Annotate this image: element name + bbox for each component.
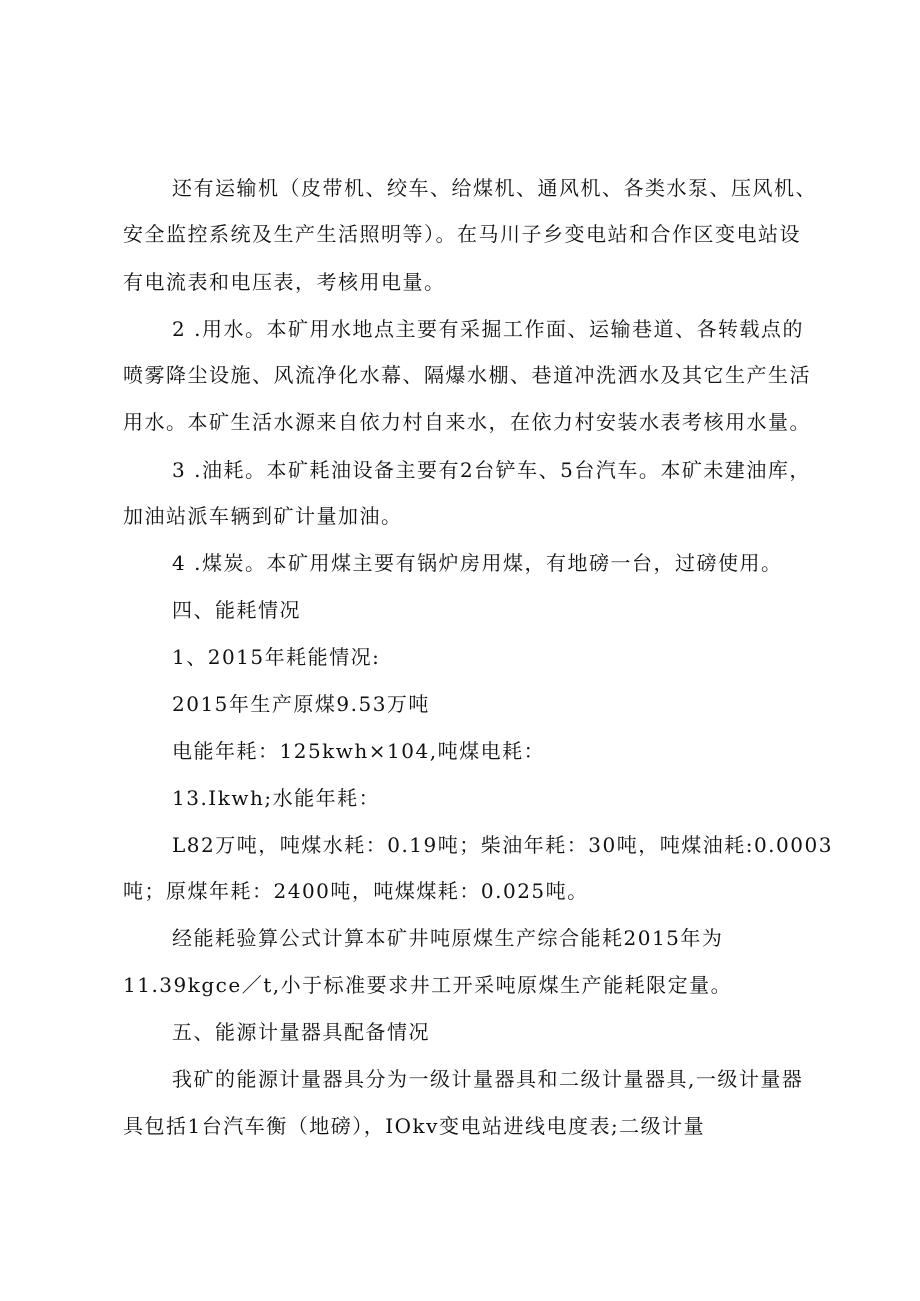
text-line: 我矿的能源计量器具分为一级计量器具和二级计量器具,一级计量器 — [172, 1067, 804, 1091]
text-line: 1、2015年耗能情况: — [172, 645, 381, 669]
text-line: 3 .油耗。本矿耗油设备主要有2台铲车、5台汽车。本矿未建油库， — [172, 458, 811, 482]
text-line: 具包括1台汽车衡（地磅），IOkv变电站进线电度表;二级计量 — [123, 1114, 706, 1138]
text-line: 喷雾降尘设施、风流净化水幕、隔爆水棚、巷道冲洗洒水及其它生产生活 — [123, 363, 811, 387]
text-line: 经能耗验算公式计算本矿井吨原煤生产综合能耗2015年为 — [172, 926, 724, 950]
section-heading: 五、能源计量器具配备情况 — [172, 1020, 430, 1044]
text-line: 加油站派车辆到矿计量加油。 — [123, 504, 403, 528]
text-line: 安全监控系统及生产生活照明等）。在马川子乡变电站和合作区变电站设 — [123, 222, 801, 246]
text-line: 2 .用水。本矿用水地点主要有采掘工作面、运输巷道、各转载点的 — [172, 317, 804, 341]
text-line: L82万吨，吨煤水耗：0.19吨；柴油年耗：30吨，吨煤油耗:0.0003 — [172, 833, 833, 857]
text-line: 2015年生产原煤9.53万吨 — [172, 692, 430, 716]
text-line: 有电流表和电压表，考核用电量。 — [123, 270, 446, 294]
text-line: 吨；原煤年耗：2400吨，吨煤煤耗：0.025吨。 — [123, 879, 589, 903]
text-line: 用水。本矿生活水源来自依力村自来水，在依力村安装水表考核用水量。 — [123, 410, 811, 434]
section-heading: 四、能耗情况 — [172, 598, 301, 622]
text-line: 电能年耗：125kwh×104,吨煤电耗： — [172, 739, 546, 763]
text-line: 还有运输机（皮带机、绞车、给煤机、通风机、各类水泵、压风机、 — [172, 176, 817, 200]
text-line: 4 .煤炭。本矿用煤主要有锅炉房用煤，有地磅一台，过磅使用。 — [172, 551, 783, 575]
text-line: 13.Ikwh;水能年耗： — [172, 786, 381, 810]
text-line: 11.39kgce／t,小于标准要求井工开采吨原煤生产能耗限定量。 — [123, 973, 733, 997]
